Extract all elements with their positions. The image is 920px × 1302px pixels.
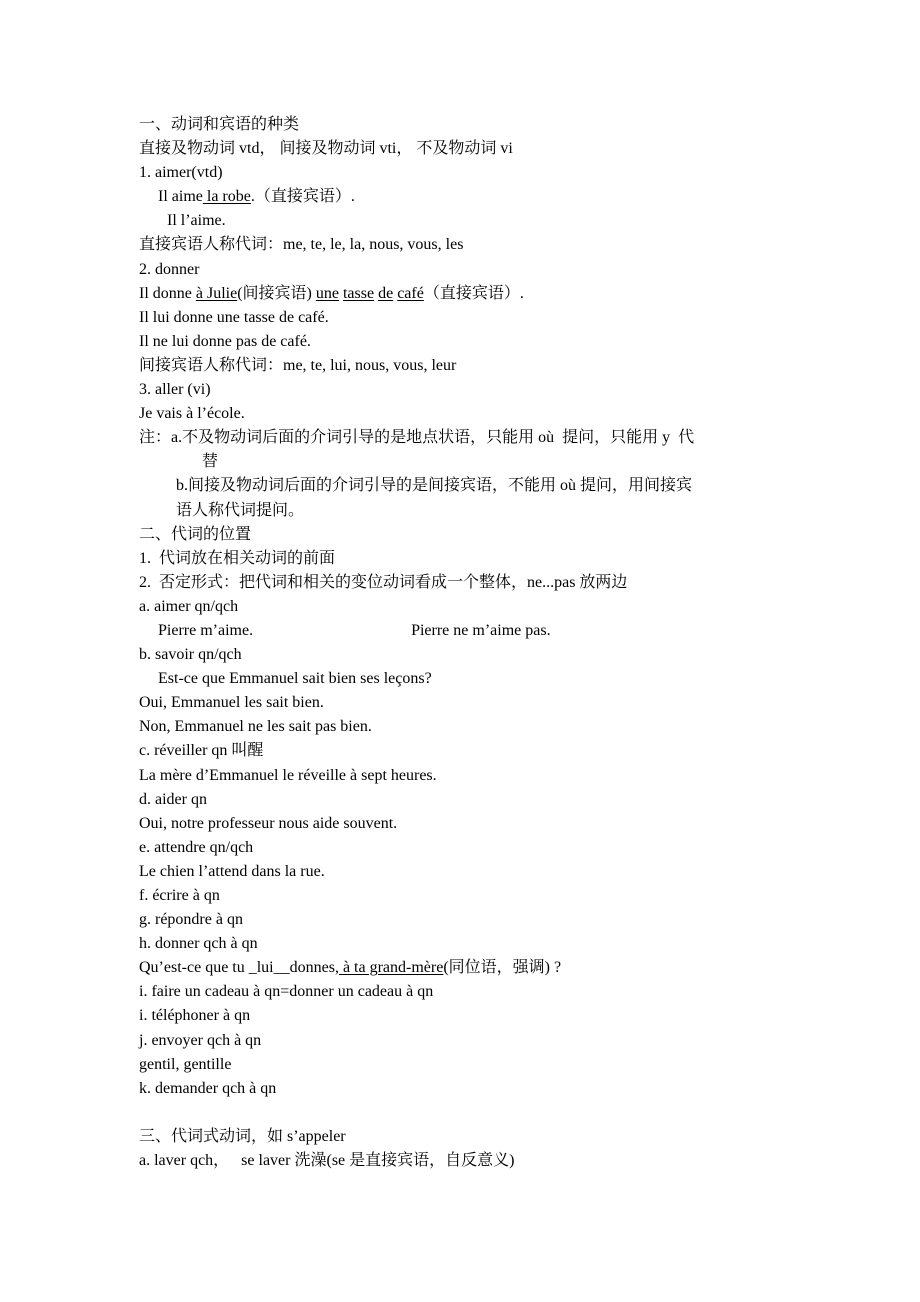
underlined-word: tasse xyxy=(342,284,375,302)
item-2-heading: 2. donner xyxy=(139,260,200,278)
item-1-example: Il aime la robe.（直接宾语）. xyxy=(158,188,355,206)
item-e-heading: e. attendre qn/qch xyxy=(139,838,254,856)
note-b-line-2: 语人称代词提问。 xyxy=(176,501,305,519)
item-j-heading: j. envoyer qch à qn xyxy=(139,1031,262,1049)
direct-object-pronouns: 直接宾语人称代词：me, te, le, la, nous, vous, les xyxy=(139,236,464,254)
underlined-word: de xyxy=(378,284,394,302)
item-i2-heading: i. téléphoner à qn xyxy=(139,1007,251,1025)
item-e-example: Le chien l’attend dans la rue. xyxy=(139,862,325,880)
underlined-word: une xyxy=(315,284,339,302)
verb-types-line: 直接及物动词 vtd， 间接及物动词 vti， 不及物动词 vi xyxy=(139,140,513,158)
item-d-heading: d. aider qn xyxy=(139,790,207,808)
underlined-indirect-object: à Julie xyxy=(195,284,238,302)
item-h-example: Qu’est-ce que tu _lui__donnes, à ta grand-mère(同位语，强调) ? xyxy=(139,959,562,977)
item-h-heading: h. donner qch à qn xyxy=(139,935,258,953)
item-a-heading: a. aimer qn/qch xyxy=(139,597,239,615)
item-i-heading: i. faire un cadeau à qn=donner un cadeau à qn xyxy=(139,983,434,1001)
item-j-example: gentil, gentille xyxy=(139,1055,232,1073)
item-2-example-2: Il lui donne une tasse de café. xyxy=(139,308,329,326)
item-2-example-3: Il ne lui donne pas de café. xyxy=(139,332,311,350)
section-2-title: 二、代词的位置 xyxy=(139,525,252,543)
item-3-heading: 3. aller (vi) xyxy=(139,381,211,399)
item-c-heading: c. réveiller qn 叫醒 xyxy=(139,742,264,760)
item-3-example: Je vais à l’école. xyxy=(139,405,245,423)
item-g-heading: g. répondre à qn xyxy=(139,911,243,929)
section-1-title: 一、动词和宾语的种类 xyxy=(139,116,300,133)
item-b-example-2: Oui, Emmanuel les sait bien. xyxy=(139,694,324,712)
indirect-object-pronouns: 间接宾语人称代词：me, te, lui, nous, vous, leur xyxy=(139,356,457,374)
note-a-line-1: 注：a.不及物动词后面的介词引导的是地点状语，只能用 où 提问，只能用 y 代 xyxy=(139,429,695,447)
item-1-heading: 1. aimer(vtd) xyxy=(139,164,223,182)
item-c-example: La mère d’Emmanuel le réveille à sept heures. xyxy=(139,766,437,784)
item-f-heading: f. écrire à qn xyxy=(139,887,220,904)
item-d-example: Oui, notre professeur nous aide souvent. xyxy=(139,814,398,832)
section-3-title: 三、代词式动词，如 s’appeler xyxy=(139,1127,346,1145)
note-b-line-1: b.间接及物动词后面的介词引导的是间接宾语，不能用 où 提问，用间接宾 xyxy=(176,477,693,495)
underlined-object: la robe xyxy=(202,188,251,206)
underlined-apposition: à ta grand-mère xyxy=(338,959,444,977)
item-b-heading: b. savoir qn/qch xyxy=(139,646,242,664)
rule-1: 1. 代词放在相关动词的前面 xyxy=(139,549,336,567)
item-a-examples: Pierre m’aime. Pierre ne m’aime pas. xyxy=(158,621,551,639)
item-b-example-1: Est-ce que Emmanuel sait bien ses leçons? xyxy=(158,670,432,688)
item-1-example-2: Il l’aime. xyxy=(167,212,226,230)
document-body xyxy=(139,113,789,1173)
item-b-example-3: Non, Emmanuel ne les sait pas bien. xyxy=(139,718,372,736)
item-k-heading: k. demander qch à qn xyxy=(139,1079,277,1097)
note-a-line-2: 替 xyxy=(202,453,219,471)
underlined-word: café xyxy=(397,284,424,302)
rule-2: 2. 否定形式：把代词和相关的变位动词看成一个整体，ne...pas 放两边 xyxy=(139,573,628,591)
blank-line xyxy=(139,1101,789,1125)
item-2-example: Il donne à Julie(间接宾语) une tasse de café（直接宾语）. xyxy=(139,284,524,302)
section-3-item-a: a. laver qch， se laver 洗澡(se 是直接宾语，自反意义) xyxy=(139,1151,515,1169)
